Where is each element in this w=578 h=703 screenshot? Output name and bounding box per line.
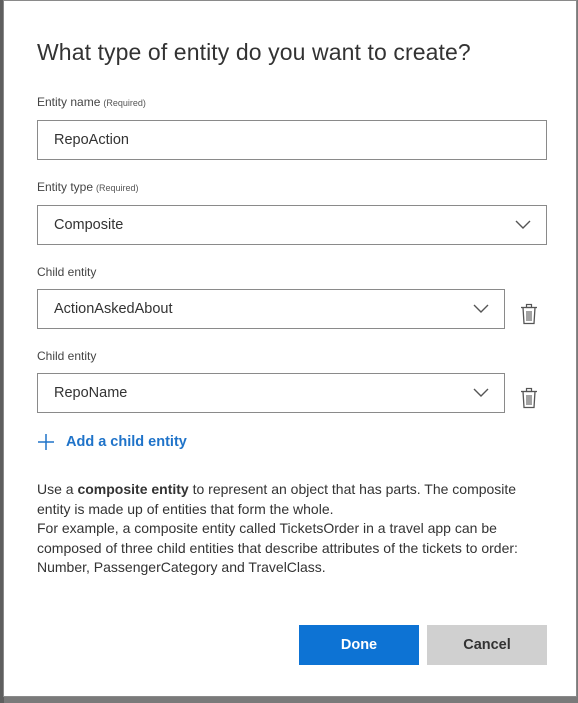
- create-entity-dialog: [3, 0, 577, 697]
- dialog-title: What type of entity do you want to create?: [37, 39, 471, 65]
- child-entity-1-value: ActionAskedAbout: [54, 301, 173, 317]
- add-child-entity-label: Add a child entity: [66, 434, 187, 450]
- entity-name-input[interactable]: [37, 120, 547, 160]
- description-paragraph-2: For example, a composite entity called TicketsOrder in a travel app can be composed of three child entities that describe attributes of the tickets to order: Number, PassengerCategory and TravelClass.: [37, 520, 518, 575]
- cancel-button[interactable]: Cancel: [427, 625, 547, 665]
- description-text: Use a: [37, 481, 78, 497]
- description-paragraph-1: [37, 480, 537, 519]
- entity-type-value: Composite: [54, 217, 124, 233]
- entity-type-dropdown[interactable]: [37, 205, 547, 245]
- child-entity-2-value: RepoName: [54, 385, 128, 401]
- child-entity-2-label: Child entity: [37, 349, 97, 363]
- entity-type-required-hint: (Required): [96, 183, 139, 193]
- entity-type-label-text: Entity type: [37, 180, 94, 194]
- entity-type-label: [37, 180, 139, 194]
- chevron-down-icon: [472, 301, 490, 315]
- description-emphasis: composite entity: [77, 481, 189, 497]
- entity-name-label-text: Entity name: [37, 95, 101, 109]
- composite-entity-description: [37, 480, 537, 578]
- child-entity-2-dropdown[interactable]: [37, 373, 505, 413]
- plus-icon: [37, 433, 55, 451]
- entity-name-label: [37, 95, 146, 109]
- child-entity-1-dropdown[interactable]: [37, 289, 505, 329]
- done-button[interactable]: Done: [299, 625, 419, 665]
- trash-icon[interactable]: [519, 387, 539, 409]
- child-entity-1-label: Child entity: [37, 265, 97, 279]
- chevron-down-icon: [514, 217, 532, 231]
- chevron-down-icon: [472, 385, 490, 399]
- add-child-entity-button[interactable]: [37, 430, 187, 454]
- description-text: to represent an object that has parts. The composite entity is made up of entities that form the whole.: [37, 481, 517, 517]
- trash-icon[interactable]: [519, 303, 539, 325]
- entity-name-required-hint: (Required): [103, 98, 146, 108]
